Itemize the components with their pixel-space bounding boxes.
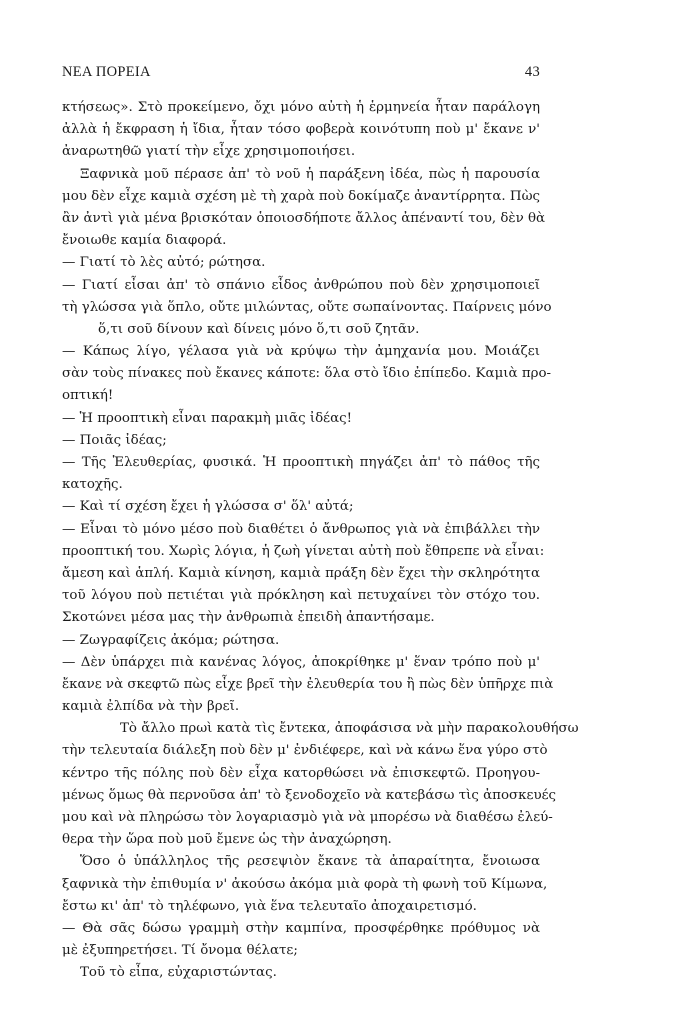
text-line: ἂν ἀντὶ γιὰ μένα βρισκόταν ὁποιοσδήποτε ἄλλος ἀπέναντί του, δὲν θὰ [62, 210, 546, 226]
text-line: — Τῆς Ἐλευθερίας, φυσικά. Ἡ προοπτικὴ πηγάζει ἀπ' τὸ πάθος τῆς [62, 455, 540, 470]
text-line: — Θὰ σᾶς δώσω γραμμὴ στὴν καμπίνα, προσφέρθηκε πρόθυμος νὰ [62, 920, 540, 936]
text-line: — Γιατί εἶσαι ἀπ' τὸ σπάνιο εἶδος ἀνθρώπου ποὺ δὲν χρησιμοποιεῖ [62, 277, 540, 293]
text-line: κέντρο τῆς πόλης ποὺ δὲν εἶχα κατορθώσει νὰ ἐπισκεφτῶ. Προηγου- [62, 765, 540, 781]
text-line: ἔστω κι' ἀπ' τὸ τηλέφωνο, γιὰ ἕνα τελευταῖο ἀποχαιρετισμό. [62, 898, 477, 914]
text-line: Τὸ ἄλλο πρωὶ κατὰ τὶς ἔντεκα, ἀποφάσισα νὰ μὴν παρακολουθήσω [120, 721, 579, 737]
text-line: Σκοτώνει μέσα μας τὴν ἀνθρωπιὰ ἐπειδὴ ἀπαντήσαμε. [62, 610, 435, 626]
running-header [62, 64, 540, 84]
text-line: καμιὰ ἐλπίδα νὰ τὴν βρεῖ. [62, 699, 240, 715]
text-line: ἔνοιωθε καμία διαφορά. [62, 233, 227, 249]
text-line: Ὅσο ὁ ὑπάλληλος τῆς ρεσεψιὸν ἔκανε τὰ ἀπαραίτητα, ἔνοιωσα [80, 854, 540, 870]
text-line: ἔκανε νὰ σκεφτῶ πὼς εἶχε βρεῖ τὴν ἐλευθερία του ἢ πὼς δὲν ὑπῆρχε πιὰ [62, 676, 554, 692]
text-line: — Καὶ τί σχέση ἔχει ἡ γλώσσα σ' ὅλ' αὐτά; [62, 499, 354, 515]
text-line: ὅ,τι σοῦ δίνουν καὶ δίνεις μόνο ὅ,τι σοῦ ζητᾶν. [98, 321, 420, 337]
text-line: μένως ὅμως θὰ περνοῦσα ἀπ' τὸ ξενοδοχεῖο νὰ κατεβάσω τὶς ἀποσκευές [62, 787, 557, 803]
running-title: ΝΕΑ ΠΟΡΕΙΑ [62, 64, 151, 80]
text-line: — Ἡ προοπτικὴ εἶναι παρακμὴ μιᾶς ἰδέας! [62, 410, 353, 426]
text-line: σὰν τοὺς πίνακες ποὺ ἔκανες κάποτε: ὅλα στὸ ἴδιο ἐπίπεδο. Καμιὰ προ- [62, 366, 552, 382]
text-line: κτήσεως». Στὸ προκείμενο, ὄχι μόνο αὐτὴ ἡ ἑρμηνεία ἦταν παράλογη [62, 100, 540, 115]
text-line: — Γιατί τὸ λὲς αὐτό; ρώτησα. [62, 255, 266, 271]
text-line: τὴ γλώσσα γιὰ ὅπλο, οὔτε μιλώντας, οὔτε σωπαίνοντας. Παίρνεις μόνο [62, 299, 552, 315]
text-line: κατοχῆς. [62, 477, 123, 493]
page-number: 43 [524, 64, 540, 80]
text-line: ἀναρωτηθῶ γιατί τὴν εἶχε χρησιμοποιήσει. [62, 144, 356, 160]
text-line: ἀλλὰ ἡ ἔκφραση ἡ ἴδια, ἦταν τόσο φοβερὰ κοινότυπη ποὺ μ' ἔκανε ν' [62, 122, 540, 138]
text-line: ξαφνικὰ τὴν ἐπιθυμία ν' ἀκούσω ἀκόμα μιὰ φορὰ τὴ φωνὴ τοῦ Κίμωνα, [62, 876, 548, 892]
text-line: θερα τὴν ὥρα ποὺ μοῦ ἔμενε ὡς τὴν ἀναχώρηση. [62, 832, 392, 848]
text-line: — Δὲν ὑπάρχει πιὰ κανένας λόγος, ἀποκρίθηκε μ' ἕναν τρόπο ποὺ μ' [62, 654, 540, 670]
text-line: οπτική! [62, 388, 114, 404]
text-line: Τοῦ τὸ εἶπα, εὐχαριστώντας. [80, 965, 277, 981]
text-line: μου δὲν εἶχε καμιὰ σχέση μὲ τὴ χαρὰ ποὺ δοκίμαζε ἀναντίρρητα. Πὼς [62, 188, 540, 204]
text-line: προοπτική του. Χωρὶς λόγια, ἡ ζωὴ γίνεται αὐτὴ ποὺ ἔθπρεπε νὰ εἶναι: [62, 543, 545, 559]
body-text [62, 97, 579, 985]
text-line: μου καὶ νὰ πληρώσω τὸν λογαριασμὸ γιὰ νὰ μπορέσω νὰ διαθέσω ἐλεύ- [62, 810, 553, 825]
text-line: — Ζωγραφίζεις ἀκόμα; ρώτησα. [62, 632, 280, 648]
text-line: — Ποιᾶς ἰδέας; [62, 432, 167, 448]
text-line: ἄμεση καὶ ἁπλή. Καμιὰ κίνηση, καμιὰ πράξη δὲν ἔχει τὴν σκληρότητα [62, 565, 540, 581]
text-line: τὴν τελευταία διάλεξη ποὺ δὲν μ' ἐνδιέφερε, καὶ νὰ κάνω ἕνα γύρο στὸ [62, 743, 548, 759]
text-line: — Εἶναι τὸ μόνο μέσο ποὺ διαθέτει ὁ ἄνθρωπος γιὰ νὰ ἐπιβάλλει τὴν [62, 521, 540, 537]
text-line: Ξαφνικὰ μοῦ πέρασε ἀπ' τὸ νοῦ ἡ παράξενη ἰδέα, πὼς ἡ παρουσία [80, 166, 540, 182]
text-line: — Κάπως λίγο, γέλασα γιὰ νὰ κρύψω τὴν ἀμηχανία μου. Μοιάζει [62, 344, 540, 360]
text-line: τοῦ λόγου ποὺ πετιέται γιὰ πρόκληση καὶ πετυχαίνει τὸν στόχο του. [62, 588, 540, 604]
text-line: μὲ ἐξυπηρετήσει. Τί ὄνομα θέλατε; [62, 943, 298, 959]
